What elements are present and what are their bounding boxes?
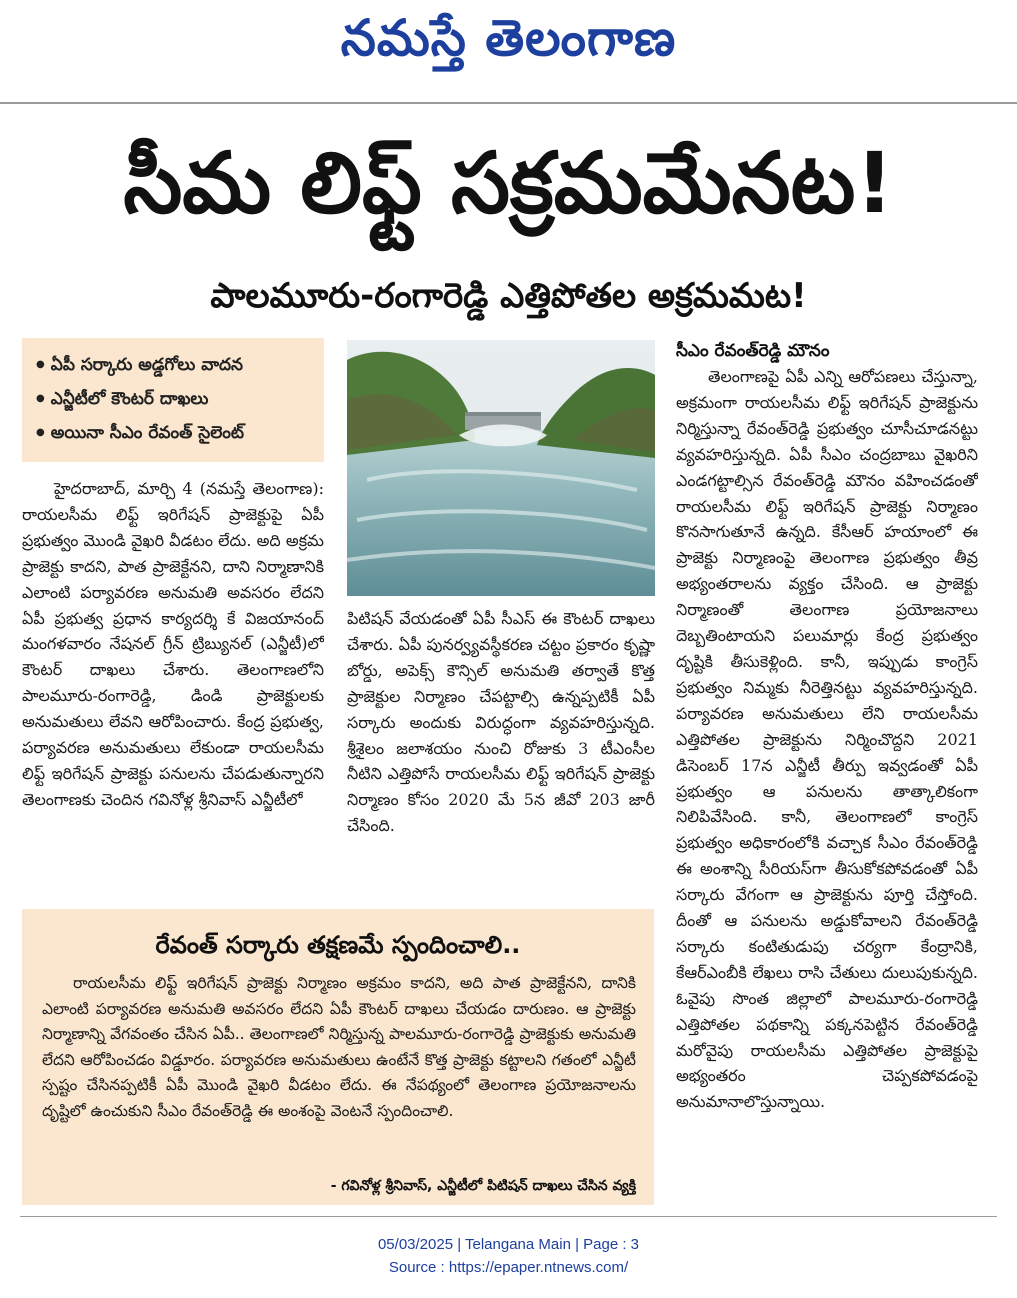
reservoir-photo-illustration — [347, 340, 655, 596]
reservoir-photo — [347, 340, 655, 596]
quote-box — [22, 909, 654, 1205]
footer-divider — [20, 1216, 997, 1217]
quote-attribution: - గవినోళ్ల శ్రీనివాస్, ఎన్జీటీలో పిటిషన్ దాఖలు చేసిన వ్యక్తి — [330, 1178, 636, 1194]
article-column-middle: పిటిషన్ వేయడంతో ఏపీ సీఎస్ ఈ కౌంటర్ దాఖలు చేశారు. ఏపీ పునర్వ్యవస్థీకరణ చట్టం ప్రకారం కృష్ణా బోర్డు, అపెక్స్ కౌన్సిల్ అనుమతి తర్వాతే కొత్త ప్రాజెక్టుల నిర్మాణం చేపట్టాల్సి ఉన్నప్పటికీ ఏపీ సర్కారు అందుకు విరుద్ధంగా వ్యవహరిస్తున్నది. శ్రీశైలం జలాశయం నుంచి రోజుకు 3 టీఎంసీల నీటిని ఎత్తిపోసే రాయలసీమ లిఫ్ట్ ఇరిగేషన్ ప్రాజెక్టు నిర్మాణం కోసం 2020 మే 5న జీవో 203 జారీ చేసింది. — [347, 609, 655, 836]
footer-date-edition: 05/03/2025 | Telangana Main | Page : 3 — [377, 1236, 640, 1253]
newspaper-logo: నమస్తే తెలంగాణ — [340, 8, 677, 67]
highlights-box — [22, 338, 324, 462]
article-column-left: హైదరాబాద్, మార్చి 4 (నమస్తే తెలంగాణ): రాయలసీమ లిఫ్ట్ ఇరిగేషన్ ప్రాజెక్టుపై ఏపీ ప్రభుత్వం మొండి వైఖరి వీడటం లేదు. అది అక్రమ ప్రాజెక్టు కాదని, పాత ప్రాజెక్టేనని, దాని నిర్మాణానికి ఎలాంటి పర్యావరణ అనుమతి అవసరం లేదని ఏపీ ప్రభుత్వ ప్రధాన కార్యదర్శి కే విజయానంద్ మంగళవారం నేషనల్ గ్రీన్ ట్రిబ్యునల్ (ఎన్జీటీ)లో కౌంటర్ దాఖలు చేశారు. తెలంగాణలోని పాలమూరు-రంగారెడ్డి, డిండి ప్రాజెక్టులకు అనుమతులు లేవని ఆరోపించారు. కేంద్ర ప్రభుత్వ, పర్యావరణ అనుమతులు లేకుండా రాయలసీమ లిఫ్ట్ ఇరిగేషన్ ప్రాజెక్టు పనులను చేపడుతున్నారని తెలంగాణకు చెందిన గవినోళ్ల శ్రీనివాస్ ఎన్జీటీలో — [22, 479, 324, 809]
highlight-item: ● ఎన్జీటీలో కౌంటర్ దాఖలు — [36, 382, 316, 416]
highlights-list — [36, 348, 316, 450]
quote-box-title: రేవంత్ సర్కారు తక్షణమే స్పందించాలి.. — [155, 931, 521, 959]
masthead — [0, 0, 1017, 100]
section-heading-cm-silence: సీఎం రేవంత్‌రెడ్డి మౌనం — [676, 341, 830, 361]
highlight-item: ● అయినా సీఎం రేవంత్ సైలెంట్ — [36, 416, 316, 450]
footer-source-link[interactable]: Source : https://epaper.ntnews.com/ — [388, 1259, 629, 1276]
highlight-item: ● ఏపీ సర్కారు అడ్డగోలు వాదన — [36, 348, 316, 382]
article-subheadline: పాలమూరు-రంగారెడ్డి ఎత్తిపోతల అక్రమమట! — [210, 276, 807, 316]
article-column-right: తెలంగాణపై ఏపీ ఎన్ని ఆరోపణలు చేస్తున్నా, అక్రమంగా రాయలసీమ లిఫ్ట్ ఇరిగేషన్ ప్రాజెక్టును నిర్మిస్తున్నా రేవంత్‌రెడ్డి ప్రభుత్వం చూసీచూడనట్టు వ్యవహరిస్తున్నది. ఏపీ సీఎం చంద్రబాబు వైఖరిని ఎండగట్టాల్సిన రేవంత్‌రెడ్డి మౌనం వహించడంతో రాయలసీమ లిఫ్ట్ ఇరిగేషన్ ప్రాజెక్టు నిర్మాణం కొనసాగుతూనే ఉన్నది. కేసీఆర్ హయాంలో ఈ ప్రాజెక్టు నిర్మాణంపై తెలంగాణ ప్రభుత్వం తీవ్ర అభ్యంతరాలను వ్యక్తం చేసింది. ఆ ప్రాజెక్టు నిర్మాణంతో తెలంగాణ ప్రయోజనాలు దెబ్బతింటాయని పలుమార్లు కేంద్ర ప్రభుత్వం దృష్టికి తీసుకెళ్లింది. కానీ, ఇప్పుడు కాంగ్రెస్ ప్రభుత్వం నిమ్మకు నీరెత్తినట్టు వ్యవహరిస్తున్నది. పర్యావరణ అనుమతులు లేని రాయలసీమ ఎత్తిపోతల ప్రాజెక్టును నిర్మించొద్దని 2021 డిసెంబర్ 17న ఎన్జీటీ తీర్పు ఇవ్వడంతో ఏపీ ప్రభుత్వం ఆ పనులను తాత్కాలికంగా నిలిపివేసింది. కానీ, తెలంగాణలో కాంగ్రెస్ ప్రభుత్వం అధికారంలోకి వచ్చాక సీఎం రేవంత్‌రెడ్డి ఈ అంశాన్ని సీరియస్‌గా తీసుకోకపోవడంతో ఏపీ సర్కారు వేగంగా ఆ ప్రాజెక్టును పూర్తి చేస్తోంది. దీంతో ఆ పనులను అడ్డుకోవాలని రేవంత్‌రెడ్డి సర్కారు కంటితుడుపు చర్యగా కేంద్రానికి, కేఆర్‌ఎంబీకి లేఖలు రాసి చేతులు దులుపుకున్నది. ఓవైపు సొంత జిల్లాలో పాలమూరు-రంగారెడ్డి ఎత్తిపోతల పథకాన్ని పక్కనపెట్టిన రేవంత్‌రెడ్డి మరోవైపు రాయలసీమ ఎత్తిపోతల ప్రాజెక్టుపై అభ్యంతరం చెప్పకపోవడంపై అనుమానాలొస్తున్నాయి. — [676, 367, 978, 1112]
masthead-divider — [0, 102, 1017, 104]
article-headline: సీమ లిఫ్ట్ సక్రమమేనట! — [123, 134, 894, 232]
quote-box-body: రాయలసీమ లిఫ్ట్ ఇరిగేషన్ ప్రాజెక్టు నిర్మాణం అక్రమం కాదని, అది పాత ప్రాజెక్టేనని, దానికి ఎలాంటి పర్యావరణ అనుమతి అవసరం లేదని ఏపీ కౌంటర్ దాఖలు చేయడం దారుణం. ఆ ప్రాజెక్టు నిర్మాణాన్ని వేగవంతం చేసిన ఏపీ.. తెలంగాణలో నిర్మిస్తున్న పాలమూరు-రంగారెడ్డి ప్రాజెక్టుకు అనుమతి లేదని ఆరోపించడం విడ్డూరం. పర్యావరణ అనుమతులు ఉంటేనే కొత్త ప్రాజెక్టు కట్టాలని గతంలో ఎన్జీటీ స్పష్టం చేసినప్పటికీ ఏపీ మొండి వైఖరి వీడటం లేదు. ఈ నేపథ్యంలో తెలంగాణ ప్రయోజనాలను దృష్టిలో ఉంచుకుని సీఎం రేవంత్‌రెడ్డి ఈ అంశంపై వెంటనే స్పందించాలి. — [42, 974, 636, 1120]
